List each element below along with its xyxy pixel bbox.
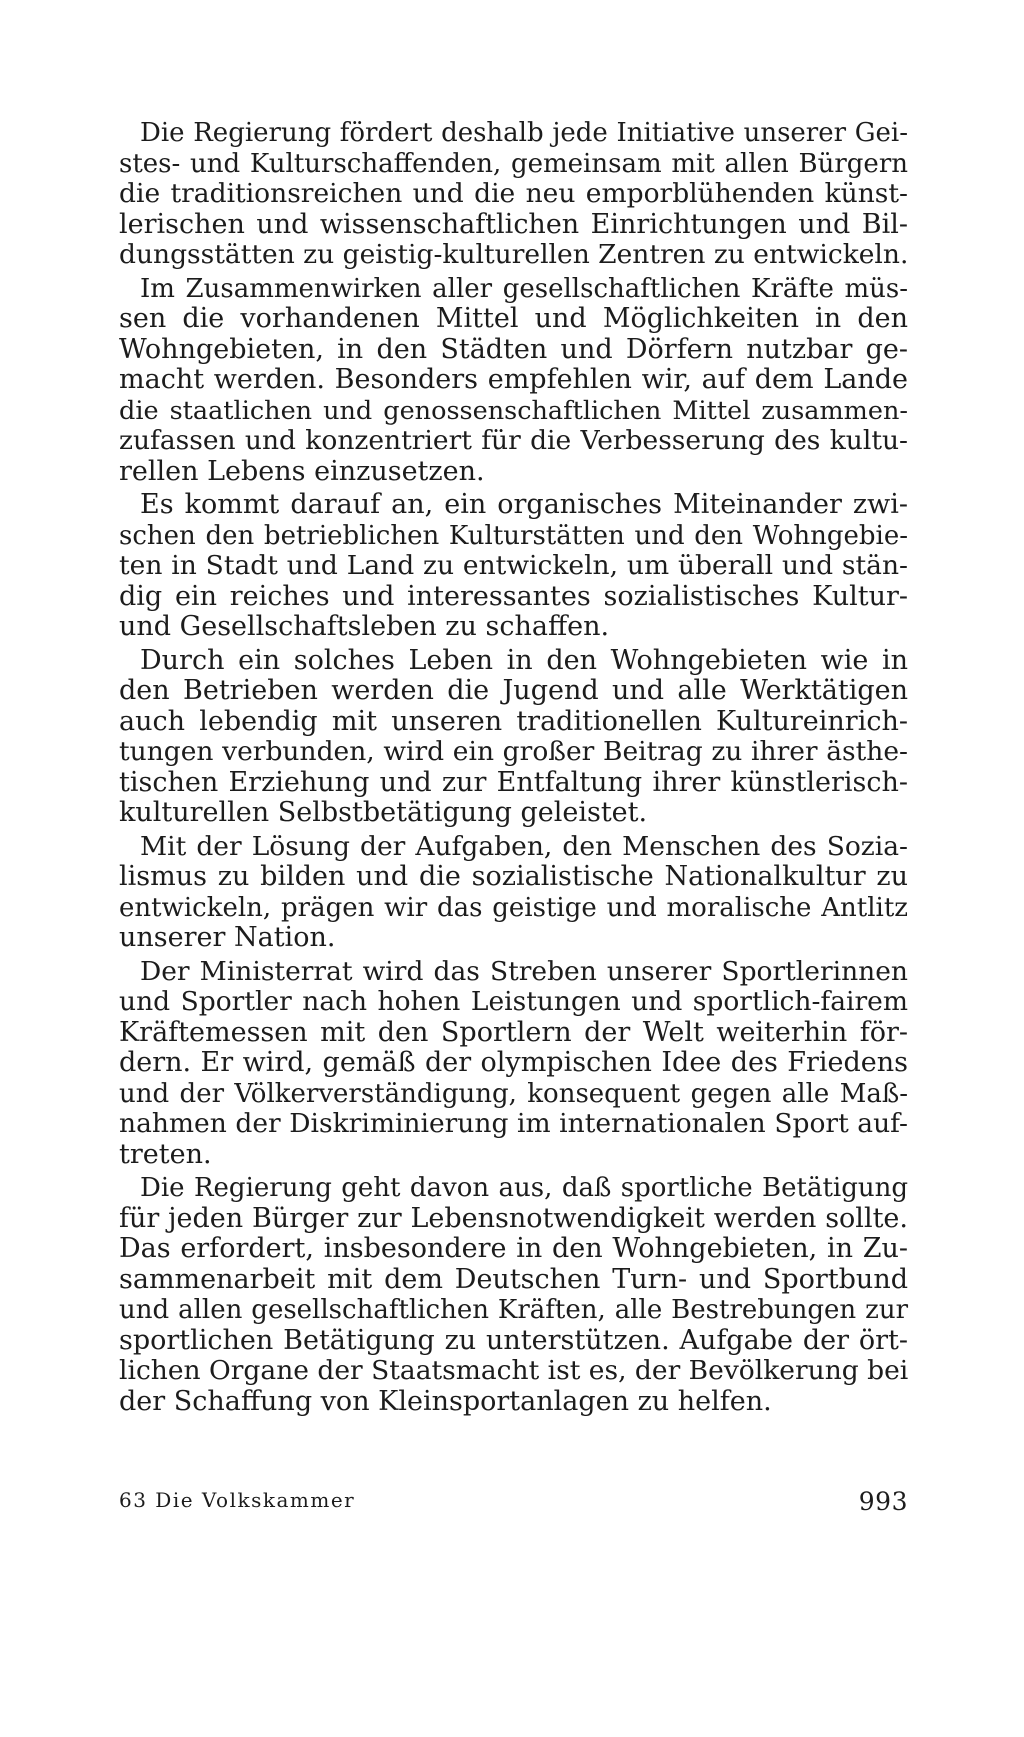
text-line: nahmen der Diskriminierung im internationalen Sport auf- xyxy=(119,1108,908,1139)
text-line: Der Ministerrat wird das Streben unserer Sportlerinnen xyxy=(140,955,908,987)
text-line: lerischen und wissenschaftlichen Einrichtungen und Bil- xyxy=(119,208,908,240)
text-line: für jeden Bürger zur Lebensnotwendigkeit werden sollte. xyxy=(119,1202,908,1234)
text-line: dungsstätten zu geistig-kulturellen Zentren zu entwickeln. xyxy=(119,239,909,270)
text-line: sammenarbeit mit dem Deutschen Turn- und Sportbund xyxy=(119,1263,908,1295)
text-line: und der Völkerverständigung, konsequent gegen alle Maß- xyxy=(119,1078,908,1109)
text-line: Kräftemessen mit den Sportlern der Welt weiterhin för- xyxy=(119,1016,908,1048)
text-line: auch lebendig mit unseren traditionellen Kultureinrich- xyxy=(119,705,908,737)
text-line: Das erfordert, insbesondere in den Wohngebieten, in Zu- xyxy=(119,1233,908,1264)
text-line: die staatlichen und genossenschaftlichen Mittel zusammen- xyxy=(119,395,908,426)
text-line: dern. Er wird, gemäß der olympischen Idee des Friedens xyxy=(119,1047,908,1078)
paragraph xyxy=(119,646,908,829)
text-line: zufassen und konzentriert für die Verbesserung des kultu- xyxy=(119,425,908,456)
text-line: sportlichen Betätigung zu unterstützen. Aufgabe der ört- xyxy=(119,1324,908,1356)
text-line: die traditionsreichen und die neu emporblühenden künst- xyxy=(119,178,908,209)
text-line: dig ein reiches und interessantes sozialistisches Kultur- xyxy=(119,580,908,612)
page-number: 993 xyxy=(858,1487,908,1516)
text-line: Durch ein solches Leben in den Wohngebieten wie in xyxy=(140,644,908,676)
paragraph xyxy=(119,1173,908,1417)
text-line: stes- und Kulturschaffenden, gemeinsam mit allen Bürgern xyxy=(119,148,908,179)
page-footer xyxy=(119,1487,908,1516)
text-line: tischen Erziehung und zur Entfaltung ihrer künstlerisch- xyxy=(119,766,908,798)
text-line: unserer Nation. xyxy=(119,922,336,953)
text-line: tungen verbunden, wird ein großer Beitrag zu ihrer ästhe- xyxy=(119,736,908,767)
text-line: macht werden. Besonders empfehlen wir, auf dem Lande xyxy=(119,364,908,395)
text-line: kulturellen Selbstbetätigung geleistet. xyxy=(119,797,648,828)
text-line: und Gesellschaftsleben zu schaffen. xyxy=(119,611,610,642)
text-line: entwickeln, prägen wir das geistige und moralische Antlitz xyxy=(119,892,908,923)
text-line: treten. xyxy=(119,1138,212,1170)
paragraph xyxy=(119,957,908,1171)
text-line: Wohngebieten, in den Städten und Dörfern nutzbar ge- xyxy=(119,333,908,365)
page-body xyxy=(119,118,908,1420)
paragraph xyxy=(119,832,908,954)
printer-signature: 63 Die Volkskammer xyxy=(119,1488,356,1512)
paragraph xyxy=(119,274,908,488)
text-line: der Schaffung von Kleinsportanlagen zu helfen. xyxy=(119,1385,772,1417)
text-line: lichen Organe der Staatsmacht ist es, der Bevölkerung bei xyxy=(119,1355,909,1386)
text-line: lismus zu bilden und die sozialistische Nationalkultur zu xyxy=(119,861,908,892)
paragraph xyxy=(119,118,908,271)
text-line: den Betrieben werden die Jugend und alle Werktätigen xyxy=(119,675,908,706)
text-line: rellen Lebens einzusetzen. xyxy=(119,455,485,487)
text-line: und Sportler nach hohen Leistungen und sportlich-fairem xyxy=(119,986,908,1017)
text-line: und allen gesellschaftlichen Kräften, alle Bestrebungen zur xyxy=(119,1295,908,1325)
text-line: sen die vorhandenen Mittel und Möglichkeiten in den xyxy=(119,303,908,334)
paragraph xyxy=(119,490,908,643)
text-line: Im Zusammenwirken aller gesellschaftlichen Kräfte müs- xyxy=(140,273,908,304)
text-line: Die Regierung geht davon aus, daß sportliche Betätigung xyxy=(140,1173,908,1203)
text-line: schen den betrieblichen Kulturstätten und den Wohngebie- xyxy=(119,520,908,551)
text-line: Es kommt darauf an, ein organisches Miteinander zwi- xyxy=(140,489,908,520)
text-line: ten in Stadt und Land zu entwickeln, um überall und stän- xyxy=(119,550,908,581)
text-line: Mit der Lösung der Aufgaben, den Menschen des Sozia- xyxy=(140,830,908,862)
text-line: Die Regierung fördert deshalb jede Initiative unserer Gei- xyxy=(140,118,908,148)
